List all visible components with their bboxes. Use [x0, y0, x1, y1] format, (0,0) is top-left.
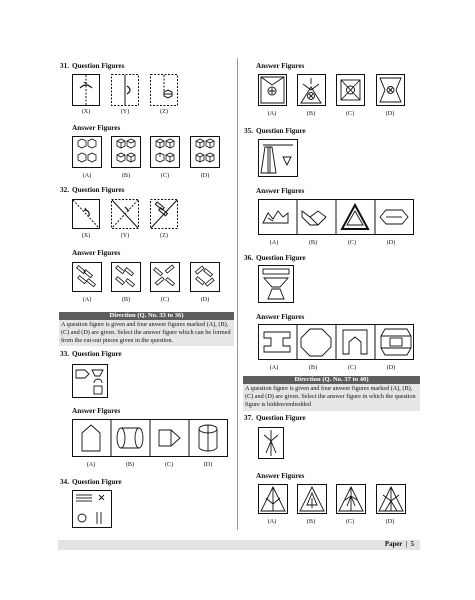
q35-ans-label-d: (D) [386, 239, 396, 246]
q36-ans-label-c: (C) [347, 364, 357, 371]
direction-37-40-text: A question figure is given and four answer figures marked (A), (B), (C) and (D) are given. Select the answer figure in which the question figure is hidden/embedded [243, 384, 420, 411]
q32-answer-heading: Answer Figures [72, 249, 121, 257]
q35-answer-group [258, 199, 414, 235]
q35-ans-label-b: (B) [308, 239, 318, 246]
question-37-heading: 37. Question Figure [244, 414, 306, 422]
q31-answer-c[interactable] [150, 136, 180, 168]
q36-answer-heading: Answer Figures [256, 313, 305, 321]
q31-answer-b[interactable] [111, 136, 141, 168]
q31-answer-d[interactable] [190, 136, 220, 168]
footer-text: Paper | 5 [384, 541, 414, 548]
q34-answer-heading: Answer Figures [256, 62, 305, 70]
q31-figure-z [150, 74, 178, 106]
q36-ans-label-b: (B) [308, 364, 318, 371]
q35-question-figure [258, 139, 298, 177]
q32-answer-b[interactable] [111, 262, 141, 292]
q36-answer-group [258, 324, 414, 360]
q34-answer-a[interactable] [258, 74, 287, 106]
q31-label-y: (Y) [120, 108, 130, 115]
question-32-heading: 32. Question Figures [60, 186, 125, 194]
q31-answer-a[interactable] [72, 136, 102, 168]
q31-label-x: (X) [81, 108, 91, 115]
q31-ans-label-c: (C) [160, 172, 170, 179]
q31-answer-heading: Answer Figures [72, 124, 121, 132]
q32-label-x: (X) [81, 232, 91, 239]
q34-ans-label-d: (D) [385, 110, 395, 117]
q33-answer-heading: Answer Figures [72, 407, 121, 415]
direction-33-36-text: A question figure is given and four answer figures marked (A), (B), (C) and (D) are given. Select the answer figure which can be formed from the cut-out pieces given in the question. [59, 320, 234, 346]
q33-question-figure [72, 364, 108, 398]
q34-ans-label-a: (A) [267, 110, 277, 117]
q35-ans-label-c: (C) [347, 239, 357, 246]
q37-answer-c[interactable] [336, 484, 366, 514]
q35-answer-heading: Answer Figures [256, 187, 305, 195]
q31-ans-label-a: (A) [82, 172, 92, 179]
question-35-heading: 35. Question Figure [244, 127, 306, 135]
q31-label-z: (Z) [160, 108, 168, 115]
direction-33-36-title: Direction (Q. No. 33 to 36) [59, 312, 234, 320]
question-34-heading: 34. Question Figure [60, 478, 122, 486]
q32-label-z: (Z) [160, 232, 168, 239]
direction-37-40-title: Direction (Q. No. 37 to 40) [243, 376, 420, 384]
q32-figure-x [72, 199, 100, 229]
q35-ans-label-a: (A) [269, 239, 279, 246]
q34-ans-label-b: (B) [306, 110, 316, 117]
q34-question-figure [72, 490, 112, 528]
q32-ans-label-a: (A) [82, 296, 92, 303]
q36-ans-label-a: (A) [269, 364, 279, 371]
q31-figure-x [72, 74, 100, 106]
question-36-heading: 36. Question Figure [244, 254, 306, 262]
q37-answer-a[interactable] [258, 484, 288, 514]
q34-answer-d[interactable] [376, 74, 405, 106]
q32-figure-z [150, 199, 178, 229]
q33-ans-label-b: (B) [125, 461, 135, 468]
question-31-heading: 31. Question Figures [60, 62, 125, 70]
q37-ans-label-c: (C) [345, 518, 355, 525]
q34-ans-label-c: (C) [345, 110, 355, 117]
q37-ans-label-d: (D) [385, 518, 395, 525]
q37-answer-d[interactable] [376, 484, 406, 514]
q33-ans-label-d: (D) [203, 461, 213, 468]
q32-answer-c[interactable] [150, 262, 180, 292]
q31-ans-label-d: (D) [200, 172, 210, 179]
q36-ans-label-d: (D) [386, 364, 396, 371]
q32-figure-y [111, 199, 139, 229]
q34-answer-c[interactable] [336, 74, 365, 106]
q37-ans-label-a: (A) [267, 518, 277, 525]
q33-ans-label-c: (C) [164, 461, 174, 468]
q32-ans-label-c: (C) [160, 296, 170, 303]
q36-question-figure [258, 265, 294, 303]
q37-answer-heading: Answer Figures [256, 472, 305, 480]
q32-ans-label-d: (D) [200, 296, 210, 303]
q37-answer-b[interactable] [297, 484, 327, 514]
q34-answer-b[interactable] [297, 74, 326, 106]
q32-answer-d[interactable] [190, 262, 220, 292]
q31-ans-label-b: (B) [121, 172, 131, 179]
q31-figure-y [111, 74, 139, 106]
q32-label-y: (Y) [120, 232, 130, 239]
page-footer [58, 540, 420, 550]
q32-ans-label-b: (B) [121, 296, 131, 303]
column-divider [237, 58, 238, 530]
q37-ans-label-b: (B) [306, 518, 316, 525]
q33-ans-label-a: (A) [86, 461, 96, 468]
q33-answer-group [72, 419, 228, 457]
question-33-heading: 33. Question Figure [60, 350, 122, 358]
q37-question-figure [258, 427, 284, 459]
q32-answer-a[interactable] [72, 262, 102, 292]
